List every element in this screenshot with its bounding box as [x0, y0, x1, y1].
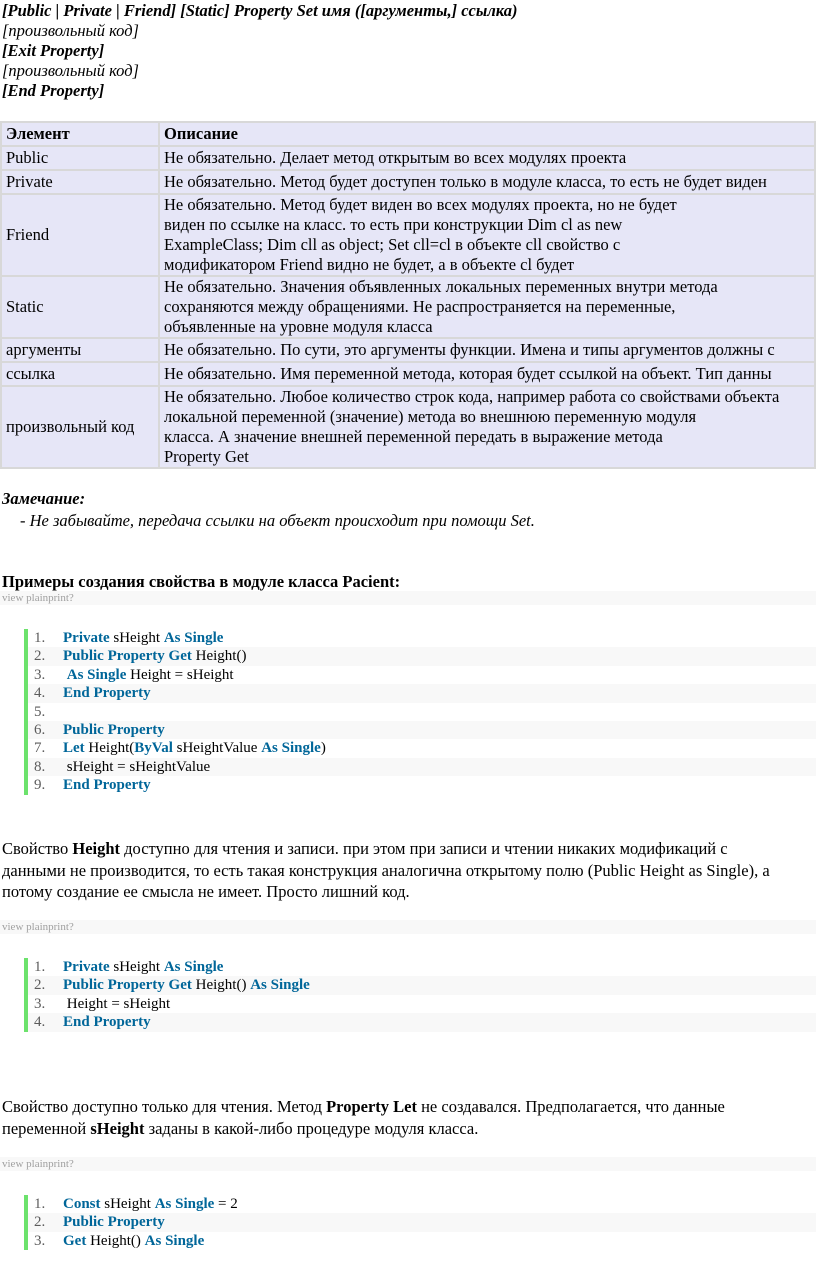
- code-text: [63, 958, 223, 976]
- keyword-token: Let: [63, 740, 85, 757]
- line-number: 3.: [34, 666, 46, 683]
- text-run: данными не производится, то есть такая конструкция аналогична открытому полю (Public Height as Single), а: [2, 860, 770, 880]
- code-token: ): [320, 740, 326, 757]
- code-line: [28, 739, 816, 757]
- table-row: [2, 363, 814, 385]
- code-line: [28, 721, 816, 739]
- paragraph-line: [2, 881, 770, 903]
- text-run: не создавался. Предполагается, что данные: [416, 1097, 725, 1116]
- line-number: 2.: [34, 977, 46, 994]
- code-line: [28, 1195, 816, 1213]
- code-token: = 2: [214, 1196, 238, 1212]
- line-number: 1.: [34, 1196, 46, 1212]
- line-number: 4.: [34, 1014, 46, 1031]
- code-line: [28, 995, 816, 1013]
- keyword-token: Public Property Get: [63, 648, 192, 665]
- element-cell: ссылка: [2, 363, 158, 385]
- text-run: доступно для чтения и записи. при этом при записи и чтении никаких модификаций с: [120, 839, 728, 858]
- code-token: sHeight: [109, 959, 164, 975]
- description-line: Не обязательно. Любое количество строк кода, например работа со свойствами объекта: [164, 387, 780, 406]
- code-text: [63, 666, 234, 684]
- description-line: Не обязательно. Имя переменной метода, которая будет ссылкой на объект. Тип данны: [164, 364, 772, 383]
- syntax-line-5: [End Property]: [2, 81, 105, 100]
- description-line: Не обязательно. По сути, это аргументы функции. Имена и типы аргументов должны с: [164, 340, 775, 359]
- code-line: [28, 976, 816, 994]
- line-number: 5.: [34, 703, 46, 720]
- line-number: 4.: [34, 685, 46, 702]
- code-toolbar-1: [0, 591, 816, 605]
- code-token: sHeightValue: [172, 740, 262, 757]
- paragraph-line: [2, 1096, 725, 1118]
- line-number: 8.: [34, 758, 46, 775]
- description-cell: [160, 277, 814, 337]
- keyword-token: As Single: [66, 666, 127, 683]
- description-cell: [160, 195, 814, 275]
- paragraph-line: [2, 1118, 725, 1140]
- bold-term: sHeight: [90, 1118, 145, 1138]
- line-number: 6.: [34, 721, 46, 738]
- keyword-token: Public Property: [63, 721, 165, 738]
- description-cell: [160, 171, 814, 193]
- code-text: [63, 758, 210, 776]
- description-cell: [160, 363, 814, 385]
- code-text: [63, 1232, 204, 1250]
- description-line: Не обязательно. Метод будет виден во всех модулях проекта, но не будет: [164, 195, 677, 214]
- description-line: локальной переменной (значение) метода во внешнюю переменную модуля: [164, 407, 697, 426]
- bold-term: Height: [72, 839, 121, 858]
- code-text: [63, 1013, 151, 1031]
- code-token: Height(): [86, 1232, 145, 1249]
- code-text: [63, 629, 223, 647]
- line-number: 7.: [34, 740, 46, 757]
- code-line: [28, 666, 816, 684]
- keyword-token: As Single: [144, 1232, 205, 1249]
- code-token: sHeight: [100, 1196, 155, 1212]
- line-number: 2.: [34, 648, 46, 665]
- view-plain-link-3[interactable]: view plainprint?: [2, 1158, 74, 1170]
- description-line: Не обязательно. Метод будет доступен только в модуле класса, то есть не будет виден: [164, 172, 767, 191]
- code-block-2: [24, 958, 816, 1032]
- code-line: [28, 1013, 816, 1031]
- code-text: [63, 1213, 165, 1231]
- line-number: 2.: [34, 1214, 46, 1231]
- code-text: [63, 739, 326, 757]
- table-row: [2, 277, 814, 337]
- header-description: Описание: [160, 123, 814, 145]
- keyword-token: End Property: [63, 1014, 151, 1031]
- bold-term: Property Let: [326, 1097, 417, 1116]
- table-row: [2, 171, 814, 193]
- keyword-token: Public Property Get: [63, 977, 192, 994]
- element-cell: Public: [2, 147, 158, 169]
- syntax-line-4: [произвольный код]: [2, 61, 139, 80]
- code-text: [63, 776, 151, 794]
- code-text: [63, 995, 170, 1013]
- code-text: [63, 1195, 238, 1213]
- code-token: sHeight = sHeightValue: [63, 758, 211, 775]
- code-line: [28, 629, 816, 647]
- view-plain-link-1[interactable]: view plainprint?: [2, 592, 74, 604]
- paragraph-line: [2, 838, 770, 860]
- code-token: Height = sHeight: [63, 995, 171, 1012]
- line-number: 3.: [34, 995, 46, 1012]
- code-text: [63, 976, 310, 994]
- keyword-token: End Property: [63, 685, 151, 702]
- code-line: [28, 1213, 816, 1231]
- table-row: [2, 387, 814, 467]
- code-text: [63, 647, 246, 665]
- element-cell: Static: [2, 277, 158, 337]
- code-token: Height(): [191, 977, 251, 994]
- code-token: Height(: [84, 740, 135, 757]
- keyword-token: Get: [63, 1232, 87, 1249]
- description-line: сохраняются между обращениями. Не распространяется на переменные,: [164, 297, 676, 316]
- element-cell: Friend: [2, 195, 158, 275]
- syntax-line-1: [Public | Private | Friend] [Static] Property Set имя ([аргументы,] ссылка): [2, 1, 518, 20]
- table-row: [2, 339, 814, 361]
- text-run: переменной: [2, 1118, 91, 1138]
- code-line: [28, 703, 816, 721]
- code-block-3: [24, 1195, 816, 1250]
- note-title: Замечание:: [2, 489, 86, 508]
- syntax-line-3: [Exit Property]: [2, 41, 105, 60]
- keyword-token: As Single: [163, 630, 224, 646]
- element-cell: Private: [2, 171, 158, 193]
- header-element: Элемент: [2, 123, 158, 145]
- text-run: заданы в какой-либо процедуре модуля класса.: [144, 1118, 479, 1138]
- paragraph-height-readwrite: [2, 838, 770, 903]
- keyword-token: Public Property: [63, 1214, 165, 1231]
- code-block-1: [24, 629, 816, 795]
- code-text: [63, 684, 151, 702]
- keyword-token: End Property: [63, 777, 151, 794]
- code-token: Height = sHeight: [126, 666, 234, 683]
- paragraph-readonly: [2, 1096, 725, 1139]
- text-run: Свойство доступно только для чтения. Метод: [2, 1097, 327, 1116]
- description-line: Не обязательно. Делает метод открытым во всех модулях проекта: [164, 148, 627, 167]
- code-line: [28, 776, 816, 794]
- keyword-token: Private: [63, 959, 110, 975]
- examples-heading: Примеры создания свойства в модуле класса Pacient:: [2, 572, 401, 591]
- code-toolbar-3: [0, 1157, 816, 1171]
- text-run: Свойство: [2, 839, 73, 858]
- keyword-token: Const: [63, 1196, 101, 1212]
- keyword-token: As Single: [163, 959, 224, 975]
- keyword-token: As Single: [154, 1196, 215, 1212]
- description-line: виден по ссылке на класс. то есть при конструкции Dim cl as new: [164, 215, 623, 234]
- description-line: Не обязательно. Значения объявленных локальных переменных внутри метода: [164, 277, 718, 296]
- element-cell: произвольный код: [2, 387, 158, 467]
- paragraph-line: [2, 860, 770, 882]
- code-line: [28, 1232, 816, 1250]
- code-line: [28, 647, 816, 665]
- description-cell: [160, 339, 814, 361]
- code-toolbar-2: [0, 920, 816, 934]
- description-line: объявленные на уровне модуля класса: [164, 317, 433, 336]
- description-line: ExampleClass; Dim cll as object; Set cll=cl в объекте cll свойство с: [164, 235, 621, 254]
- line-number: 3.: [34, 1232, 46, 1249]
- table-header-row: [2, 123, 814, 145]
- element-cell: аргументы: [2, 339, 158, 361]
- table-row: [2, 195, 814, 275]
- code-token: Height(): [191, 648, 247, 665]
- line-number: 1.: [34, 959, 46, 975]
- table-row: [2, 147, 814, 169]
- view-plain-link-2[interactable]: view plainprint?: [2, 921, 74, 933]
- description-cell: [160, 147, 814, 169]
- parameters-table: [0, 121, 816, 469]
- code-text: [63, 721, 165, 739]
- code-line: [28, 958, 816, 976]
- note-text: - Не забывайте, передача ссылки на объект происходит при помощи Set.: [20, 511, 535, 530]
- keyword-token: Private: [63, 630, 110, 646]
- syntax-line-2: [произвольный код]: [2, 21, 139, 40]
- description-cell: [160, 387, 814, 467]
- line-number: 9.: [34, 777, 46, 794]
- code-line: [28, 758, 816, 776]
- keyword-token: As Single: [250, 977, 310, 994]
- code-token: sHeight: [109, 630, 164, 646]
- description-line: класса. А значение внешней переменной передать в выражение метода: [164, 427, 663, 446]
- keyword-token: As Single: [261, 740, 321, 757]
- line-number: 1.: [34, 630, 46, 646]
- description-line: Property Get: [164, 447, 249, 466]
- text-run: потому создание ее смысла не имеет. Просто лишний код.: [2, 882, 410, 901]
- description-line: модификатором Friend видно не будет, а в объекте cl будет: [164, 255, 575, 274]
- keyword-token: ByVal: [134, 740, 173, 757]
- code-line: [28, 684, 816, 702]
